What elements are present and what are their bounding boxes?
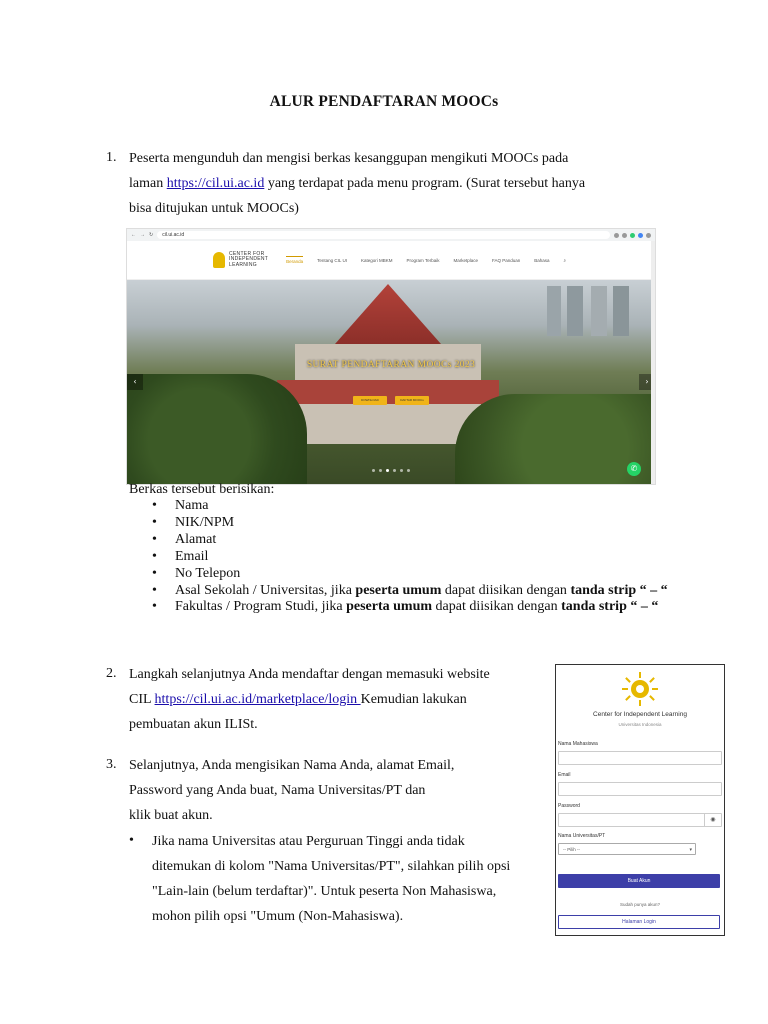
- nav-item-tentang: Tentang CIL UI: [317, 257, 348, 263]
- sub-bullet-line-3: "Lain-lain (belum terdaftar)". Untuk peserta Non Mahasiswa,: [152, 884, 497, 899]
- step-1-line-2-pre: laman: [129, 176, 167, 191]
- carousel-dot: [393, 469, 396, 472]
- hero-banner: [127, 280, 655, 484]
- sub-bullet-icon: •: [129, 833, 134, 848]
- logo-text: [229, 252, 268, 269]
- buat-akun-button: Buat Akun: [558, 874, 720, 888]
- carousel-dot: [400, 469, 403, 472]
- nav-item-marketplace: Marketplace: [453, 257, 478, 263]
- password-input: [558, 813, 722, 827]
- nav-item-faq: FAQ Panduan: [491, 257, 521, 263]
- list-item-bold: tanda strip “ – “: [561, 599, 659, 615]
- step-1-line-2-post: yang terdapat pada menu program. (Surat tersebut hanya: [264, 176, 586, 191]
- bullet-icon: •: [152, 599, 157, 615]
- step-2-line-2-pre: CIL: [129, 692, 155, 707]
- form-subtitle: Universitas Indonesia: [618, 722, 662, 727]
- bullet-icon: •: [152, 565, 157, 581]
- list-item-text: dapat diisikan dengan: [441, 582, 571, 598]
- nav-item-bahasa: Bahasa: [534, 257, 550, 263]
- list-item-text: Fakultas / Program Studi, jika: [175, 599, 347, 615]
- step-2-line-2: [129, 687, 549, 712]
- address-bar: [157, 231, 610, 239]
- city-skyline: [547, 286, 647, 336]
- cil-login-link[interactable]: https://cil.ui.ac.id/marketplace/login: [154, 692, 361, 707]
- eye-icon: ◉: [704, 814, 721, 826]
- daftar-moocs-button: DAFTAR MOOCs: [395, 396, 429, 405]
- list-item-text: Nama: [175, 498, 209, 513]
- nav-item-beranda: Beranda: [286, 256, 303, 264]
- form-title: Center for Independent Learning: [593, 711, 687, 718]
- forward-icon: →: [140, 232, 145, 238]
- step-3-line-1: Selanjutnya, Anda mengisikan Nama Anda, alamat Email,: [129, 758, 455, 773]
- list-item-text: Alamat: [175, 531, 217, 547]
- browser-toolbar: [127, 229, 655, 241]
- step-2-number: 2.: [106, 666, 117, 681]
- step-1-line-3: bisa ditujukan untuk MOOCs): [129, 201, 299, 216]
- ui-logo-icon: [213, 252, 225, 268]
- berkas-list: [152, 498, 692, 616]
- password-label: Password: [558, 803, 580, 809]
- extension-icon: [638, 233, 643, 238]
- back-icon: ←: [131, 232, 136, 238]
- step-3-number: 3.: [106, 757, 117, 772]
- list-item: [152, 549, 692, 566]
- extension-icon: [622, 233, 627, 238]
- carousel-dots: [127, 469, 655, 472]
- extension-icon: [646, 233, 651, 238]
- logo-text-line: CENTER FOR: [229, 250, 265, 257]
- list-item: [152, 566, 692, 583]
- page-title: ALUR PENDAFTARAN MOOCs: [269, 93, 499, 110]
- cil-homepage-screenshot: [126, 228, 656, 485]
- list-item-text: NIK/NPM: [175, 514, 235, 530]
- step-2-text: [129, 662, 549, 737]
- cil-logo: [213, 252, 268, 269]
- list-item-text: dapat diisikan dengan: [432, 599, 562, 615]
- carousel-dot: [407, 469, 410, 472]
- extension-icon: [630, 233, 635, 238]
- univ-label: Nama Universitas/PT: [558, 833, 606, 839]
- step-1-text: [129, 146, 689, 221]
- carousel-dot: [379, 469, 382, 472]
- cil-website-link[interactable]: https://cil.ui.ac.id: [166, 176, 265, 191]
- step-3-line-2: Password yang Anda buat, Nama Universitas/PT dan: [129, 783, 426, 798]
- bullet-icon: •: [152, 582, 157, 598]
- search-icon: ⌕: [563, 257, 567, 263]
- step-2-line-3: pembuatan akun ILISt.: [129, 717, 258, 732]
- whatsapp-icon: ✆: [627, 462, 641, 476]
- email-label: Email: [558, 772, 571, 778]
- building-tower: [335, 284, 441, 344]
- carousel-prev-icon: ‹: [127, 374, 143, 390]
- carousel-dot: [372, 469, 375, 472]
- chevron-down-icon: ▾: [689, 847, 692, 853]
- list-item-bold: tanda strip “ – “: [570, 582, 668, 598]
- sub-bullet-text: [152, 829, 552, 929]
- list-item: [152, 498, 692, 515]
- nama-label: Nama Mahasiswa: [558, 741, 598, 747]
- berkas-intro: Berkas tersebut berisikan:: [129, 482, 275, 497]
- list-item-text: Email: [175, 548, 209, 564]
- bullet-icon: •: [152, 514, 157, 530]
- sub-bullet-line-1: Jika nama Universitas atau Perguruan Tinggi anda tidak: [152, 834, 465, 849]
- step-2-line-1: Langkah selanjutnya Anda mendaftar dengan memasuki website: [129, 667, 490, 682]
- bullet-icon: •: [152, 548, 157, 564]
- step-2-line-2-post: Kemudian lakukan: [360, 692, 467, 707]
- step-1-line-2: [129, 171, 689, 196]
- nav-item-program: Program Terbaik: [406, 257, 440, 263]
- step-3-text: [129, 753, 549, 828]
- univ-select: [558, 843, 696, 855]
- list-item-bold: peserta umum: [355, 582, 442, 598]
- bullet-icon: •: [152, 531, 157, 547]
- email-input: [558, 782, 722, 796]
- registration-form-screenshot: [555, 664, 725, 936]
- step-1-number: 1.: [106, 150, 117, 165]
- logo-text-line: INDEPENDENT: [229, 256, 269, 263]
- list-item-text: No Telepon: [175, 565, 241, 581]
- sub-bullet-line-2: ditemukan di kolom "Nama Universitas/PT", silahkan pilih opsi: [152, 859, 511, 874]
- download-button: DOWNLOAD: [353, 396, 387, 405]
- list-item: [152, 583, 692, 600]
- sub-bullet-line-4: mohon pilih opsi "Umum (Non-Mahasiswa).: [152, 909, 404, 924]
- list-item-bold: peserta umum: [346, 599, 433, 615]
- carousel-next-icon: ›: [639, 374, 655, 390]
- reload-icon: ↻: [149, 232, 154, 238]
- list-item: [152, 532, 692, 549]
- extension-icons: [614, 233, 651, 238]
- univ-select-value: -- Pilih --: [563, 847, 580, 852]
- bullet-icon: •: [152, 498, 157, 513]
- nama-input: [558, 751, 722, 765]
- extension-icon: [614, 233, 619, 238]
- step-1-line-1: Peserta mengunduh dan mengisi berkas kesanggupan mengikuti MOOCs pada: [129, 151, 569, 166]
- have-account-text: Sudah punya akun?: [619, 902, 661, 907]
- step-3-line-3: klik buat akun.: [129, 808, 213, 823]
- hero-title: SURAT PENDAFTARAN MOOCs 2023: [306, 360, 476, 370]
- carousel-dot: [386, 469, 389, 472]
- ui-seal-icon: [618, 671, 662, 707]
- list-item: [152, 515, 692, 532]
- list-item-text: Asal Sekolah / Universitas, jika: [175, 582, 356, 598]
- list-item: [152, 599, 692, 616]
- address-url: cil.ui.ac.id: [162, 232, 185, 238]
- nav-item-kategori: Kategori MBKM: [361, 257, 393, 263]
- hero-buttons: [127, 396, 655, 405]
- scrollbar: [651, 241, 655, 484]
- login-page-button: Halaman Login: [558, 915, 720, 929]
- logo-text-line: LEARNING: [229, 261, 257, 268]
- site-navbar: [127, 241, 655, 280]
- trees-left: [127, 374, 307, 484]
